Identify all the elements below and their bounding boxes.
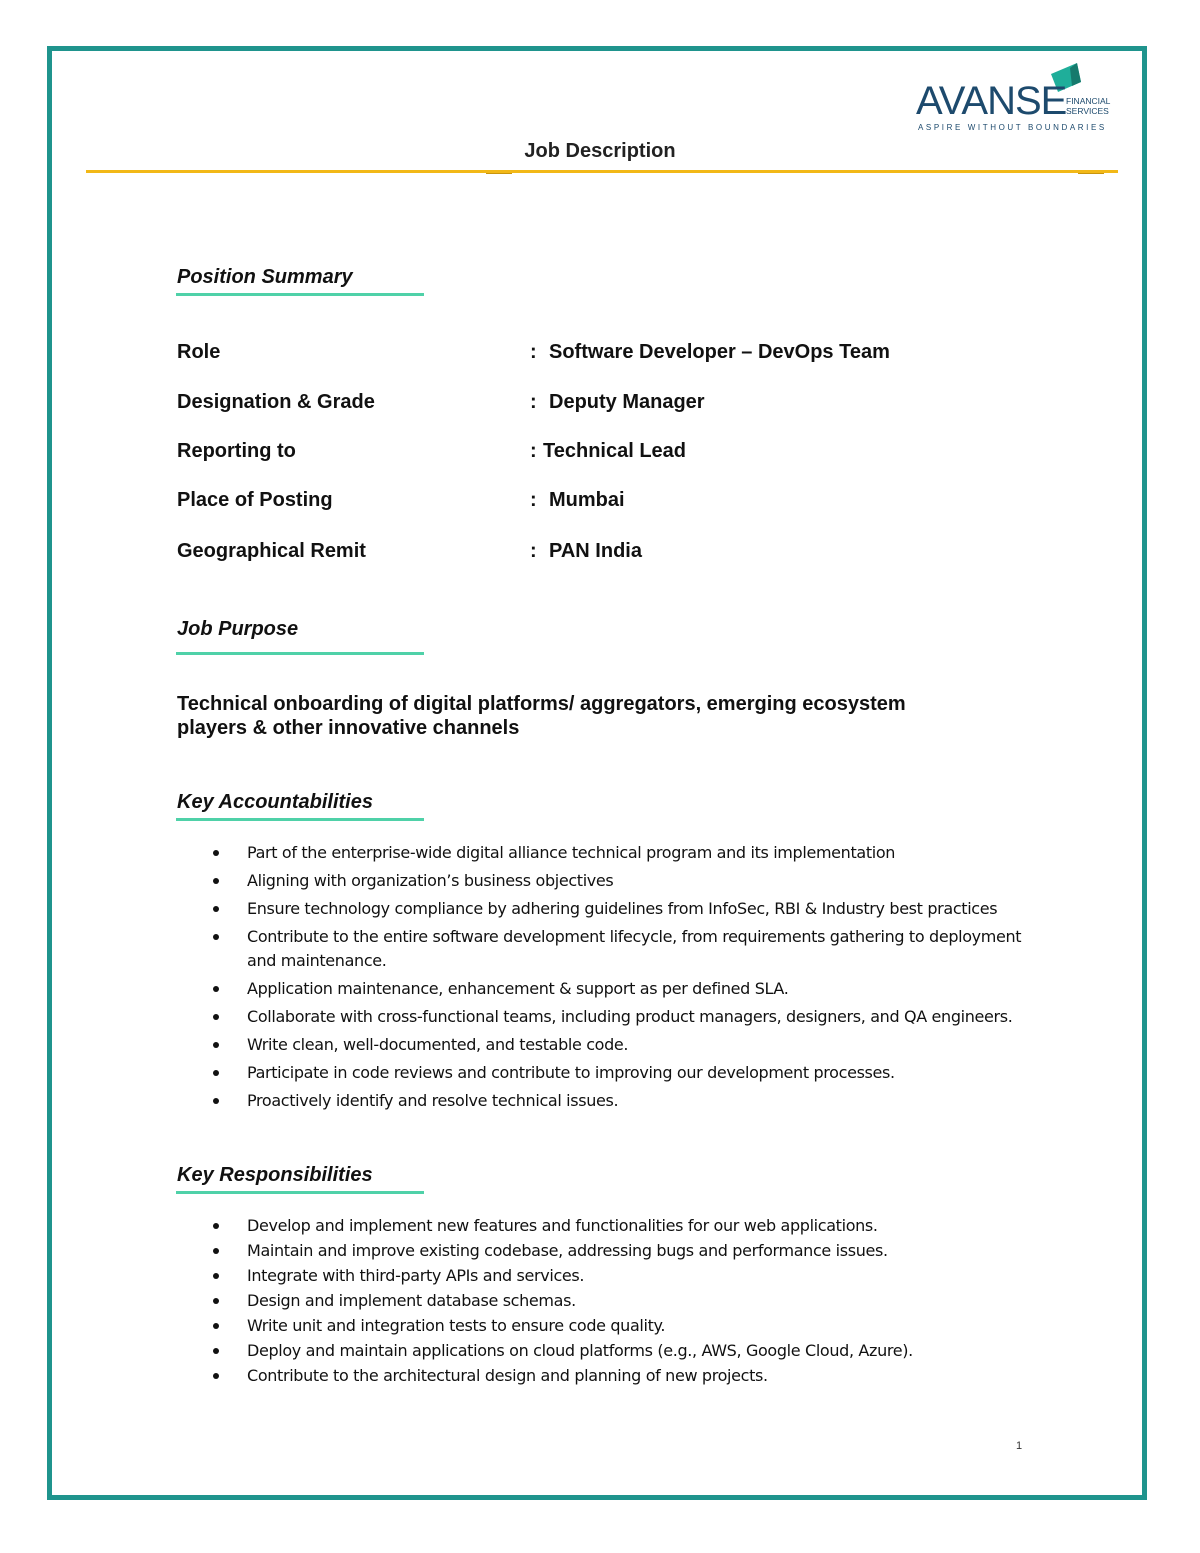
- list-item: Participate in code reviews and contribute to improving our development processes.: [210, 1061, 1050, 1085]
- summary-label: Place of Posting: [177, 489, 333, 511]
- summary-separator: :: [530, 341, 537, 363]
- document-title: Job Description: [524, 140, 676, 162]
- list-item: Collaborate with cross-functional teams, including product managers, designers, and QA engineers.: [210, 1005, 1050, 1029]
- list-item: Contribute to the entire software development lifecycle, from requirements gathering to deployment and maintenance.: [210, 925, 1050, 973]
- list-item: Contribute to the architectural design and planning of new projects.: [210, 1364, 1050, 1388]
- list-item: Part of the enterprise-wide digital alliance technical program and its implementation: [210, 841, 1050, 865]
- list-item: Design and implement database schemas.: [210, 1289, 1050, 1313]
- list-item: Maintain and improve existing codebase, addressing bugs and performance issues.: [210, 1239, 1050, 1263]
- svg-text:AVANSE: AVANSE: [916, 79, 1067, 123]
- header-divider: [86, 170, 1118, 173]
- summary-separator: :: [530, 540, 537, 562]
- summary-label: Geographical Remit: [177, 540, 366, 562]
- summary-value: Mumbai: [549, 489, 625, 511]
- list-item: Write unit and integration tests to ensure code quality.: [210, 1314, 1050, 1338]
- summary-row-designation: [177, 391, 1037, 417]
- summary-separator: :: [530, 489, 537, 511]
- summary-separator: :: [530, 440, 537, 462]
- summary-label: Role: [177, 341, 221, 363]
- header-divider-accent: [486, 173, 512, 174]
- job-purpose-line: Technical onboarding of digital platforms/ aggregators, emerging ecosystem: [177, 693, 906, 715]
- key-accountabilities-list: [210, 841, 1050, 1117]
- job-purpose-text: [177, 692, 997, 740]
- summary-row-role: [177, 341, 1037, 367]
- summary-label: Reporting to: [177, 440, 296, 462]
- svg-text:SERVICES: SERVICES: [1066, 106, 1109, 116]
- summary-value: Deputy Manager: [549, 391, 705, 413]
- summary-value: PAN India: [549, 540, 642, 562]
- key-responsibilities-heading: Key Responsibilities: [177, 1164, 373, 1186]
- position-summary-underline: [176, 293, 424, 296]
- list-item: Deploy and maintain applications on cloud platforms (e.g., AWS, Google Cloud, Azure).: [210, 1339, 1050, 1363]
- list-item: Proactively identify and resolve technical issues.: [210, 1089, 1050, 1113]
- svg-text:ASPIRE WITHOUT BOUNDARIES: ASPIRE WITHOUT BOUNDARIES: [918, 123, 1107, 132]
- position-summary-heading: Position Summary: [177, 266, 353, 288]
- list-item: Aligning with organization’s business objectives: [210, 869, 1050, 893]
- key-accountabilities-underline: [176, 818, 424, 821]
- summary-value: Software Developer – DevOps Team: [549, 341, 890, 363]
- key-responsibilities-list: [210, 1214, 1050, 1389]
- summary-row-posting: [177, 489, 1037, 515]
- avanse-logo: [914, 60, 1128, 134]
- list-item: Write clean, well-documented, and testable code.: [210, 1033, 1050, 1057]
- list-item: Integrate with third-party APIs and services.: [210, 1264, 1050, 1288]
- header-divider-accent: [1078, 173, 1104, 174]
- summary-row-remit: [177, 540, 1037, 566]
- job-purpose-underline: [176, 652, 424, 655]
- page-number: 1: [1016, 1440, 1023, 1452]
- summary-row-reporting: [177, 440, 1037, 466]
- summary-label: Designation & Grade: [177, 391, 375, 413]
- key-accountabilities-heading: Key Accountabilities: [177, 791, 373, 813]
- summary-separator: :: [530, 391, 537, 413]
- list-item: Application maintenance, enhancement & support as per defined SLA.: [210, 977, 1050, 1001]
- list-item: Develop and implement new features and functionalities for our web applications.: [210, 1214, 1050, 1238]
- svg-text:FINANCIAL: FINANCIAL: [1066, 96, 1111, 106]
- job-purpose-heading: Job Purpose: [177, 618, 299, 640]
- job-purpose-line: players & other innovative channels: [177, 717, 520, 739]
- avanse-logo-image: [914, 60, 1128, 134]
- summary-value: Technical Lead: [543, 440, 687, 462]
- list-item: Ensure technology compliance by adhering guidelines from InfoSec, RBI & Industry best practices: [210, 897, 1050, 921]
- key-responsibilities-underline: [176, 1191, 424, 1194]
